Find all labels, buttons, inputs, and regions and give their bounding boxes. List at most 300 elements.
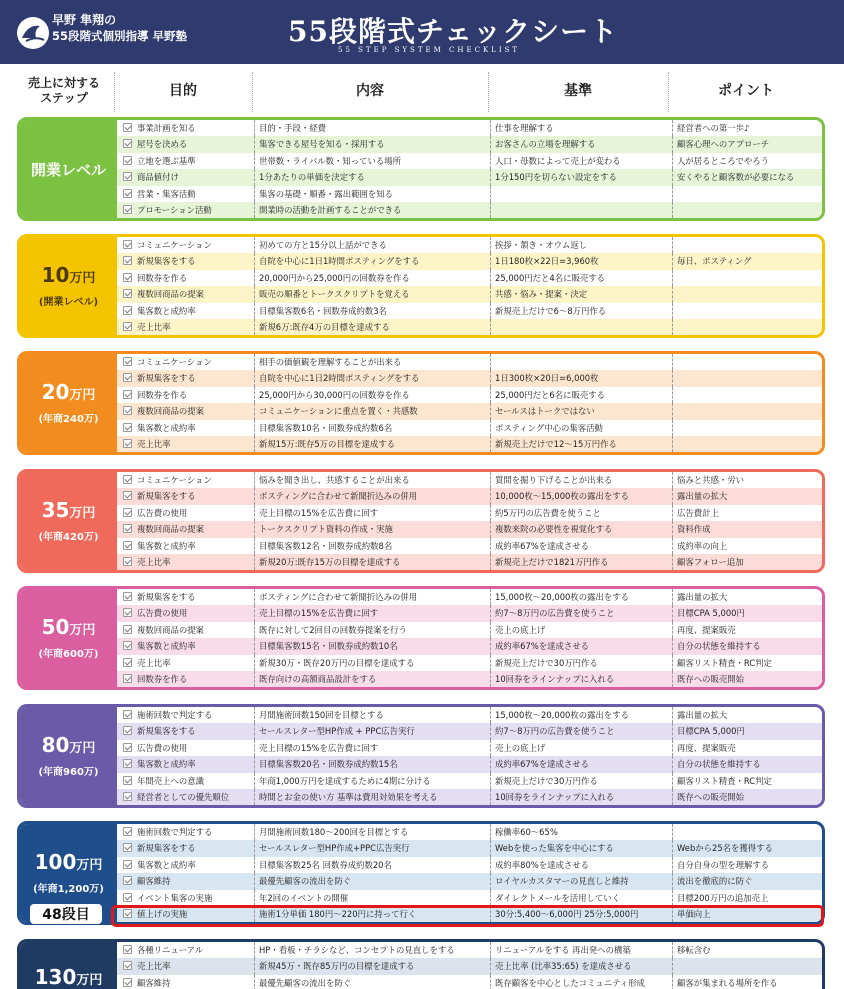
row-content	[254, 169, 490, 185]
cell-text: 目標200万円の追加売上	[677, 892, 769, 903]
level-annual: (開業レベル)	[38, 297, 99, 309]
row-purpose	[117, 890, 254, 906]
row-purpose	[117, 671, 254, 687]
cell-text: セールスはトークではない	[495, 406, 595, 417]
cell-text: コミュニケーション	[137, 240, 212, 250]
row-content	[254, 655, 490, 671]
checkbox-icon[interactable]	[123, 524, 132, 533]
checklist-row	[117, 958, 822, 974]
row-criteria	[490, 120, 672, 136]
cell-text: 25,000円だと4名に販売する	[495, 272, 606, 283]
row-purpose	[117, 707, 254, 723]
cell-text: 複数回商品の提案	[137, 524, 204, 535]
row-content	[254, 270, 490, 286]
checkbox-icon[interactable]	[123, 978, 132, 987]
row-point	[672, 505, 825, 521]
cell-text: 営業・集客活動	[137, 188, 196, 199]
cell-text: 悩みと共感・労い	[677, 475, 744, 485]
row-criteria	[490, 202, 672, 218]
row-content	[254, 538, 490, 554]
row-point	[672, 202, 825, 218]
checklist-row	[117, 354, 822, 370]
cell-text: 共感・悩み・提案・決定	[495, 289, 588, 300]
level-amount	[42, 264, 96, 290]
level-annual: (年商1,200万)	[33, 884, 104, 896]
row-criteria	[490, 873, 672, 889]
cell-text: 事業計画を知る	[137, 123, 196, 133]
cell-text: 広告費計上	[677, 507, 719, 518]
row-content	[254, 873, 490, 889]
row-purpose	[117, 622, 254, 638]
cell-text: 売上比率	[137, 961, 171, 972]
cell-text: 施術回数で判定する	[137, 710, 213, 720]
checklist-row	[117, 655, 822, 671]
row-point	[672, 857, 825, 873]
row-criteria	[490, 303, 672, 319]
cell-text: 目標集客数10名・回数券成約数6名	[259, 422, 393, 433]
column-header-purpose: 目的	[169, 82, 197, 99]
cell-text: 目標集客数6名・回数券成約数3名	[259, 305, 387, 316]
checklist-row	[117, 472, 822, 488]
row-purpose	[117, 605, 254, 621]
cell-text: 自分の状態を維持する	[677, 641, 761, 652]
cell-text: 30分:5,400～6,000円 25分:5,000円	[495, 909, 639, 919]
cell-text: 約5万円の広告費を使うこと	[495, 507, 601, 518]
cell-text: 人口・母数によって売上が変わる	[495, 155, 621, 166]
checkbox-icon[interactable]	[123, 123, 132, 132]
row-point	[672, 186, 825, 202]
cell-text: 15,000枚～20,000枚の露出をする	[495, 710, 629, 720]
checkbox-icon[interactable]	[123, 843, 132, 852]
cell-text: 年商1,000万円を達成するために4期に分ける	[259, 775, 431, 786]
row-content	[254, 740, 490, 756]
checkbox-icon[interactable]	[123, 240, 132, 249]
cell-text: 成約率67%を達成させる	[495, 641, 589, 652]
cell-text: 売上比率	[137, 557, 171, 567]
cell-text: 集客数と成約率	[137, 305, 196, 316]
row-purpose	[117, 153, 254, 169]
row-criteria	[490, 824, 672, 840]
checkbox-icon[interactable]	[123, 674, 132, 683]
level-block	[17, 704, 825, 808]
row-content	[254, 436, 490, 452]
row-point	[672, 975, 825, 989]
cell-text: 新規売上だけで12～15万円作る	[495, 439, 617, 449]
row-point	[672, 538, 825, 554]
row-point	[672, 303, 825, 319]
cell-text: 屋号を決める	[137, 139, 188, 150]
checkbox-icon[interactable]	[123, 390, 132, 399]
cell-text: 顧客リスト精査・RC判定	[677, 775, 772, 786]
row-purpose	[117, 488, 254, 504]
school-name	[52, 12, 187, 44]
checkbox-icon[interactable]	[123, 592, 132, 601]
row-content	[254, 286, 490, 302]
row-point	[672, 958, 825, 974]
column-header-content: 内容	[356, 82, 384, 99]
checkbox-icon[interactable]	[123, 172, 132, 181]
cell-text: 露出量の拡大	[677, 491, 728, 502]
row-point	[672, 136, 825, 152]
row-purpose	[117, 740, 254, 756]
checkbox-icon[interactable]	[123, 759, 132, 768]
row-point	[672, 655, 825, 671]
cell-text: ダイレクトメールを活用していく	[495, 892, 621, 903]
row-point	[672, 286, 825, 302]
row-criteria	[490, 253, 672, 269]
cell-text: 新規売上だけで30万円作る	[495, 775, 598, 786]
checklist-row	[117, 505, 822, 521]
cell-text: 集客の基礎・順番・露出範囲を知る	[259, 188, 393, 199]
row-point	[672, 387, 825, 403]
checkbox-icon[interactable]	[123, 658, 132, 667]
checklist-row	[117, 605, 822, 621]
cell-text: 10回券をラインナップに入れる	[495, 792, 615, 802]
row-content	[254, 638, 490, 654]
cell-text: 広告費の使用	[137, 608, 188, 619]
cell-text: 販売の順番とトークスクリプトを覚える	[259, 289, 410, 300]
row-point	[672, 756, 825, 772]
cell-text: 複数回商品の提案	[137, 406, 204, 417]
row-purpose	[117, 723, 254, 739]
level-amount-unit: 万円	[69, 388, 96, 404]
level-annual: (年商600万)	[38, 649, 99, 661]
row-point	[672, 622, 825, 638]
level-block	[17, 586, 825, 690]
cell-text: 値上げの実施	[137, 909, 188, 919]
row-content	[254, 890, 490, 906]
row-content	[254, 789, 490, 805]
checkbox-icon[interactable]	[123, 557, 132, 566]
cell-text: イベント集客の実施	[137, 892, 213, 903]
checklist-row	[117, 169, 822, 185]
row-content	[254, 186, 490, 202]
level-label	[20, 120, 117, 218]
checklist-row	[117, 521, 822, 537]
row-content	[254, 589, 490, 605]
checkbox-icon[interactable]	[123, 189, 132, 198]
row-purpose	[117, 505, 254, 521]
cell-text: 新規集客をする	[137, 592, 196, 602]
checkbox-icon[interactable]	[123, 827, 132, 836]
row-purpose	[117, 270, 254, 286]
row-purpose	[117, 387, 254, 403]
checkbox-icon[interactable]	[123, 475, 132, 484]
checkbox-icon[interactable]	[123, 608, 132, 617]
row-criteria	[490, 671, 672, 687]
cell-text: セールスレター型HP作成+PPC広告実行	[259, 843, 410, 854]
cell-text: 新規20万:既存15万の目標を達成する	[259, 557, 401, 567]
level-annual: (年商420万)	[38, 532, 99, 544]
cell-text: お客さんの立場を理解する	[495, 139, 596, 150]
cell-text: 約7～8万円の広告費を使うこと	[495, 608, 615, 619]
cell-text: 回数券を作る	[137, 674, 188, 684]
row-criteria	[490, 270, 672, 286]
checklist-row	[117, 319, 822, 335]
cell-text: 初めての方と15分以上話ができる	[259, 240, 387, 250]
checkbox-icon[interactable]	[123, 357, 132, 366]
checklist-row	[117, 253, 822, 269]
row-purpose	[117, 436, 254, 452]
row-point	[672, 740, 825, 756]
step-badge: 48段目	[30, 904, 102, 924]
cell-text: 10,000枚～15,000枚の露出をする	[495, 491, 629, 502]
row-point	[672, 789, 825, 805]
checkbox-icon[interactable]	[123, 205, 132, 214]
cell-text: 再度、提案販売	[677, 624, 736, 635]
cell-text: 安くやると顧客数が必要になる	[677, 172, 795, 183]
level-amount-unit: 万円	[69, 623, 96, 639]
checklist-row	[117, 186, 822, 202]
checkbox-icon[interactable]	[123, 893, 132, 902]
cell-text: 稼働率60～65%	[495, 827, 558, 837]
row-criteria	[490, 370, 672, 386]
cell-text: 施術1分単価 180円～220円に持って行く	[259, 909, 417, 919]
checkbox-icon[interactable]	[123, 256, 132, 265]
cell-text: 成約率67%を達成させる	[495, 759, 589, 770]
checkbox-icon[interactable]	[123, 139, 132, 148]
checkbox-icon[interactable]	[123, 710, 132, 719]
cell-text: Webを使った集客を中心にする	[495, 843, 614, 854]
cell-text: 月間施術回数150回を目標とする	[259, 710, 384, 720]
cell-text: HP・看板・チラシなど、コンセプトの見直しをする	[259, 945, 455, 955]
row-criteria	[490, 521, 672, 537]
checkbox-icon[interactable]	[123, 423, 132, 432]
cell-text: 1日180枚×22日=3,960枚	[495, 256, 599, 267]
level-label	[20, 589, 117, 687]
row-purpose	[117, 638, 254, 654]
row-point	[672, 942, 825, 958]
level-amount	[35, 966, 103, 989]
cell-text: 売上目標の15%を広告費に回す	[259, 608, 379, 619]
row-point	[672, 723, 825, 739]
row-criteria	[490, 472, 672, 488]
cell-text: 売上目標の15%を広告費に回す	[259, 742, 379, 753]
cell-text: 集客数と成約率	[137, 641, 196, 652]
level-amount-number: 35	[41, 498, 70, 523]
row-criteria	[490, 655, 672, 671]
row-criteria	[490, 538, 672, 554]
checkbox-icon[interactable]	[123, 508, 132, 517]
row-point	[672, 436, 825, 452]
cell-text: 商品値付け	[137, 172, 179, 183]
checklist-row	[117, 488, 822, 504]
cell-text: コミュニケーション	[137, 475, 212, 485]
row-criteria	[490, 622, 672, 638]
row-point	[672, 270, 825, 286]
cell-text: 最優先顧客の流出を防ぐ	[259, 977, 352, 988]
cell-text: コミュニケーション	[137, 357, 212, 367]
row-content	[254, 773, 490, 789]
checkbox-icon[interactable]	[123, 491, 132, 500]
row-criteria	[490, 958, 672, 974]
checklist-row	[117, 403, 822, 419]
row-point	[672, 370, 825, 386]
checkbox-icon[interactable]	[123, 792, 132, 801]
cell-text: 集客数と成約率	[137, 759, 196, 770]
cell-text: 顧客維持	[137, 876, 171, 887]
checklist-row	[117, 707, 822, 723]
cell-text: 売上比率	[137, 657, 171, 668]
row-content	[254, 756, 490, 772]
cell-text: 集客数と成約率	[137, 540, 196, 551]
row-purpose	[117, 186, 254, 202]
cell-text: 経営者への第一歩♪	[677, 123, 750, 133]
cell-text: 約7～8万円の広告費を使うこと	[495, 726, 615, 737]
cell-text: 月間施術回数180～200回を目標とする	[259, 827, 409, 837]
checkbox-icon[interactable]	[123, 625, 132, 634]
cell-text: 回数券を作る	[137, 272, 188, 283]
cell-text: 顧客フォロー追加	[677, 557, 744, 567]
checklist-row	[117, 873, 822, 889]
cell-text: 既存向けの高額商品設計をする	[259, 674, 377, 684]
checkbox-icon[interactable]	[123, 439, 132, 448]
checkbox-icon[interactable]	[123, 322, 132, 331]
cell-text: 新規売上だけで30万円作る	[495, 657, 598, 668]
column-header-point: ポイント	[718, 82, 774, 99]
row-criteria	[490, 942, 672, 958]
row-criteria	[490, 789, 672, 805]
level-label-text: 開業レベル	[30, 160, 106, 179]
checkbox-icon[interactable]	[123, 641, 132, 650]
level-block	[17, 117, 825, 221]
highlight-box	[111, 905, 824, 927]
cell-text: 売上比率	[137, 322, 171, 332]
row-criteria	[490, 319, 672, 335]
row-criteria	[490, 740, 672, 756]
row-content	[254, 253, 490, 269]
row-criteria	[490, 638, 672, 654]
cell-text: 目標CPA 5,000円	[677, 608, 745, 619]
checklist-row	[117, 773, 822, 789]
row-content	[254, 605, 490, 621]
cell-text: 新規売上だけで6～8万円作る	[495, 305, 607, 316]
checkbox-icon[interactable]	[123, 289, 132, 298]
cell-text: コミュニケーションに重点を置く・共感数	[259, 406, 418, 417]
checklist-row	[117, 756, 822, 772]
row-purpose	[117, 756, 254, 772]
cell-text: ポスティングに合わせて新聞折込みの併用	[259, 592, 418, 602]
row-point	[672, 237, 825, 253]
row-content	[254, 237, 490, 253]
checkbox-icon[interactable]	[123, 876, 132, 885]
school-name-line2: 55段階式個別指導 早野塾	[52, 29, 188, 43]
page-title: 55段階式チェックシート	[288, 15, 619, 48]
cell-text: 単価向上	[677, 909, 711, 919]
row-point	[672, 169, 825, 185]
cell-text: トークスクリプト資料の作成・実施	[259, 524, 393, 535]
row-point	[672, 403, 825, 419]
row-purpose	[117, 942, 254, 958]
cell-text: 年間売上への意識	[137, 775, 204, 786]
checkbox-icon[interactable]	[123, 776, 132, 785]
row-content	[254, 622, 490, 638]
row-purpose	[117, 873, 254, 889]
level-amount	[42, 734, 96, 760]
row-purpose	[117, 303, 254, 319]
cell-text: 売上比率	[137, 439, 171, 449]
cell-text: 顧客が集まれる場所を作る	[677, 977, 778, 988]
row-point	[672, 589, 825, 605]
level-annual: (年商960万)	[38, 767, 99, 779]
row-purpose	[117, 472, 254, 488]
cell-text: 挨拶・頷き・オウム返し	[495, 240, 588, 250]
row-purpose	[117, 169, 254, 185]
checkbox-icon[interactable]	[123, 156, 132, 165]
row-criteria	[490, 840, 672, 856]
row-criteria	[490, 153, 672, 169]
cell-text: セールスレター型HP作成 + PPC広告実行	[259, 726, 415, 737]
level-amount	[42, 499, 96, 525]
checkbox-icon[interactable]	[123, 860, 132, 869]
row-point	[672, 488, 825, 504]
checkbox-icon[interactable]	[123, 945, 132, 954]
row-criteria	[490, 237, 672, 253]
row-point	[672, 707, 825, 723]
checklist-row	[117, 723, 822, 739]
cell-text: 目標集客数15名・回数券成約数10名	[259, 641, 398, 652]
level-amount	[35, 851, 103, 877]
school-logo-icon	[14, 14, 52, 52]
cell-text: 既存への販売開始	[677, 792, 744, 802]
cell-text: 自院を中心に1日2時間ポスティングをする	[259, 373, 420, 384]
row-content	[254, 136, 490, 152]
page-subtitle: 55 STEP SYSTEM CHECKLIST	[338, 46, 521, 54]
checkbox-icon[interactable]	[123, 961, 132, 970]
checklist-row	[117, 120, 822, 136]
cell-text: 自院を中心に1日1時間ポスティングをする	[259, 256, 420, 267]
row-purpose	[117, 136, 254, 152]
row-purpose	[117, 286, 254, 302]
row-content	[254, 554, 490, 570]
cell-text: 流出を徹底的に防ぐ	[677, 876, 753, 887]
cell-text: 集客数と成約率	[137, 422, 196, 433]
cell-text: 世帯数・ライバル数・知っている場所	[259, 155, 401, 166]
cell-text: 再度、提案販売	[677, 742, 736, 753]
cell-text: ポスティング中心の集客活動	[495, 422, 603, 433]
checkbox-icon[interactable]	[123, 273, 132, 282]
checkbox-icon[interactable]	[123, 743, 132, 752]
cell-text: 人が居るところでやろう	[677, 155, 770, 166]
cell-text: 広告費の使用	[137, 742, 188, 753]
level-amount-number: 10	[41, 263, 70, 288]
level-amount-number: 80	[41, 733, 70, 758]
cell-text: 新規集客をする	[137, 843, 196, 854]
row-purpose	[117, 789, 254, 805]
checklist-row	[117, 420, 822, 436]
checkbox-icon[interactable]	[123, 726, 132, 735]
row-criteria	[490, 354, 672, 370]
checkbox-icon[interactable]	[123, 373, 132, 382]
cell-text: リニューアルをする 再出発への構築	[495, 945, 631, 955]
cell-text: 10回券をラインナップに入れる	[495, 674, 615, 684]
checkbox-icon[interactable]	[123, 541, 132, 550]
cell-text: 成約率の向上	[677, 540, 728, 551]
level-block	[17, 234, 825, 338]
checkbox-icon[interactable]	[123, 406, 132, 415]
checkbox-icon[interactable]	[123, 306, 132, 315]
row-purpose	[117, 554, 254, 570]
level-amount-number: 100	[34, 850, 77, 875]
row-content	[254, 472, 490, 488]
level-label	[20, 942, 117, 989]
row-content	[254, 319, 490, 335]
row-criteria	[490, 605, 672, 621]
cell-text: 1分150円を切らない設定をする	[495, 172, 617, 183]
cell-text: 自分の状態を維持する	[677, 759, 761, 770]
level-amount-unit: 万円	[76, 858, 103, 874]
checklist-row	[117, 890, 822, 906]
